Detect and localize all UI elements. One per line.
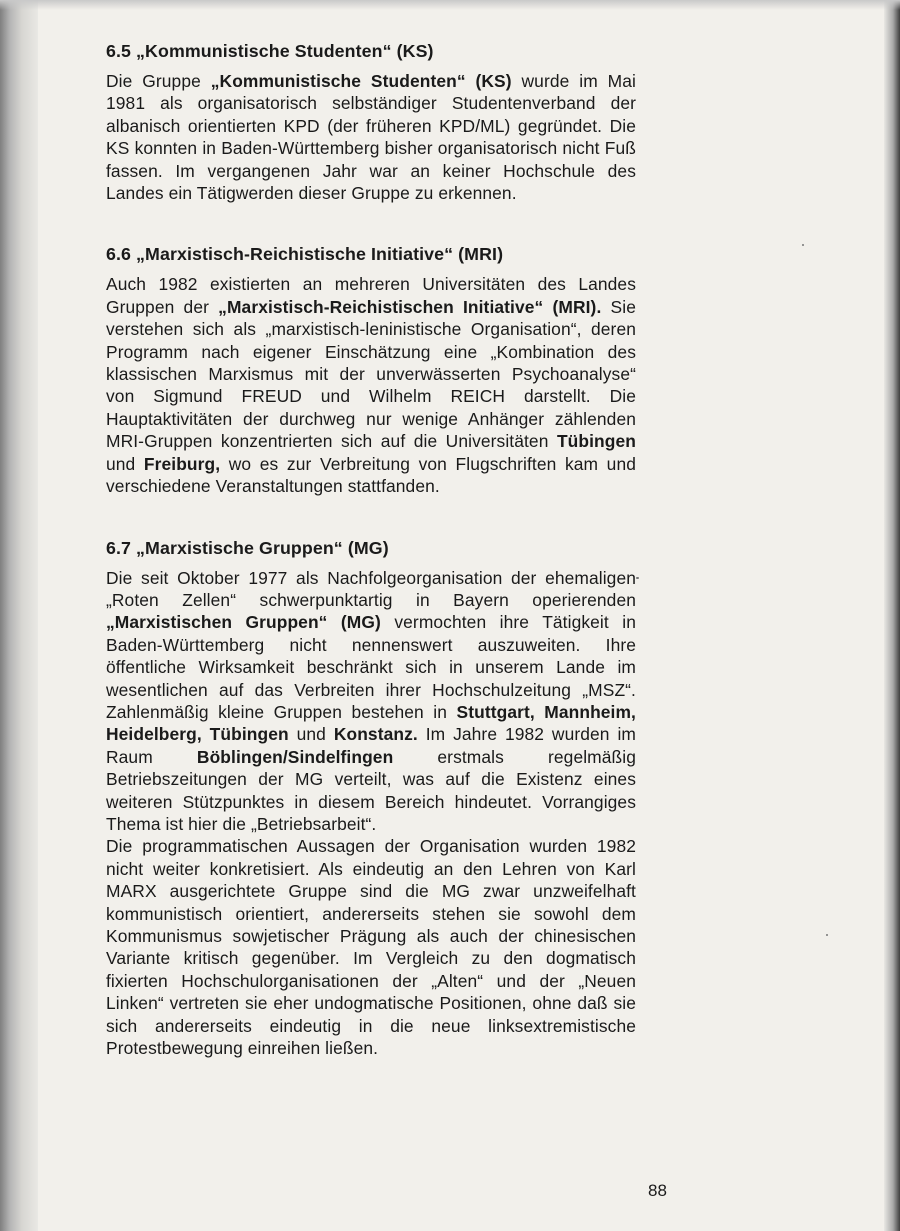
text-run: Im Jahre 1982 wurden im Raum [106, 724, 636, 767]
bold-text-run: Böblingen/Sindelfingen [196, 746, 394, 767]
bold-text-run: Stuttgart, Mannheim, Heidelberg, Tübingen [106, 701, 636, 745]
text-run: Die seit Oktober 1977 als Nachfolgeorganisation der ehemaligen „Roten Zellen“ schwerpunktartig in Bayern operierenden [106, 567, 636, 610]
section-6-5 [106, 40, 636, 204]
text-run: vermochten ihre Tätigkeit in Baden-Württemberg nicht nennenswert auszuweiten. Ihre öffentliche Wirksamkeit beschränkt sich in unserem Lande im wesentlichen auf das Verbreiten ihrer Hochschulzeitung „MSZ“. Zahlenmäßig kleine Gruppen bestehen in [106, 612, 636, 722]
print-speck [636, 577, 639, 579]
section-6-6 [106, 243, 636, 497]
section-paragraph [106, 70, 636, 204]
text-run: und [106, 453, 144, 474]
section-paragraph [106, 567, 636, 836]
text-run: Sie verstehen sich als „marxistisch-leninistische Organisation“, deren Programm nach eigener Einschätzung eine „Kombination des klassischen Marxismus mit der unverwässerten Psychoanalyse“ von Sigmund FREUD und Wilhelm REICH darstellt. Die Hauptaktivitäten der durchweg nur wenige Anhänger zählenden MRI-Gruppen konzentrierten sich auf die Universitäten [106, 296, 636, 452]
text-run: wo es zur Verbreitung von Flugschriften kam und verschiedene Veranstaltungen stattfanden. [106, 453, 637, 497]
print-speck [826, 934, 828, 936]
top-edge-shadow [0, 0, 900, 10]
document-page [106, 40, 636, 1098]
section-heading: 6.7 „Marxistische Gruppen“ (MG) [106, 537, 389, 558]
bold-text-run: „Marxistischen Gruppen“ (MG) [106, 612, 381, 633]
section-paragraph [106, 273, 636, 497]
text-run: Die Gruppe [106, 71, 211, 91]
text-run: Auch 1982 existierten an mehreren Universitäten des Landes Gruppen der [106, 274, 636, 317]
text-run: Die programmatischen Aussagen der Organisation wurden 1982 nicht weiter konkretisiert. Als eindeutig an den Lehren von Karl MARX ausgerichtete Gruppe sind die MG zwar unzweifelhaft kommunistisch orientiert, andererseits stehen sie sowohl dem Kommunismus sowjetischer Prägung als auch der chinesischen Variante kritisch gegenüber. Im Vergleich zu den dogmatisch fixierten Hochschulorganisationen der „Alten“ und der „Neuen Linken“ vertreten sie eher undogmatische Positionen, ohne daß sie sich andererseits eindeutig in die neue linksextremistische Protestbewegung einreihen ließen. [106, 836, 636, 1059]
section-paragraph [106, 835, 636, 1059]
text-run: erstmals regelmäßig Betriebszeitungen der MG verteilt, was auf die Existenz eines weiteren Stützpunktes in diesem Bereich hindeutet. Vorrangiges Thema ist hier die „Betriebsarbeit“. [106, 746, 636, 834]
bold-text-run: Freiburg, [143, 453, 221, 474]
page-edge-shadow [884, 0, 900, 1231]
bold-text-run: Konstanz. [333, 724, 418, 745]
bold-text-run: „Kommunistische Studenten“ (KS) [210, 71, 512, 91]
page-number: 88 [648, 1181, 667, 1200]
bold-text-run: „Marxistisch-Reichistischen Initiative“ (MRI). [218, 296, 602, 317]
section-6-7 [106, 537, 636, 1060]
text-run: wurde im Mai 1981 als organisatorisch selbständiger Studentenverband der albanisch orientierten KPD (der früheren KPD/ML) gegründet. Die KS konnten in Baden-Württemberg bisher organisatorisch nicht Fuß fassen. Im vergangenen Jahr war an keiner Hochschule des Landes ein Tätigwerden dieser Gruppe zu erkennen. [106, 71, 636, 204]
section-heading: 6.5 „Kommunistische Studenten“ (KS) [106, 41, 434, 61]
bold-text-run: Tübingen [556, 431, 636, 452]
section-heading: 6.6 „Marxistisch-Reichistische Initiative“ (MRI) [106, 244, 504, 265]
text-run: und [288, 724, 334, 745]
book-binding-shadow [0, 0, 38, 1231]
print-speck [802, 244, 804, 246]
